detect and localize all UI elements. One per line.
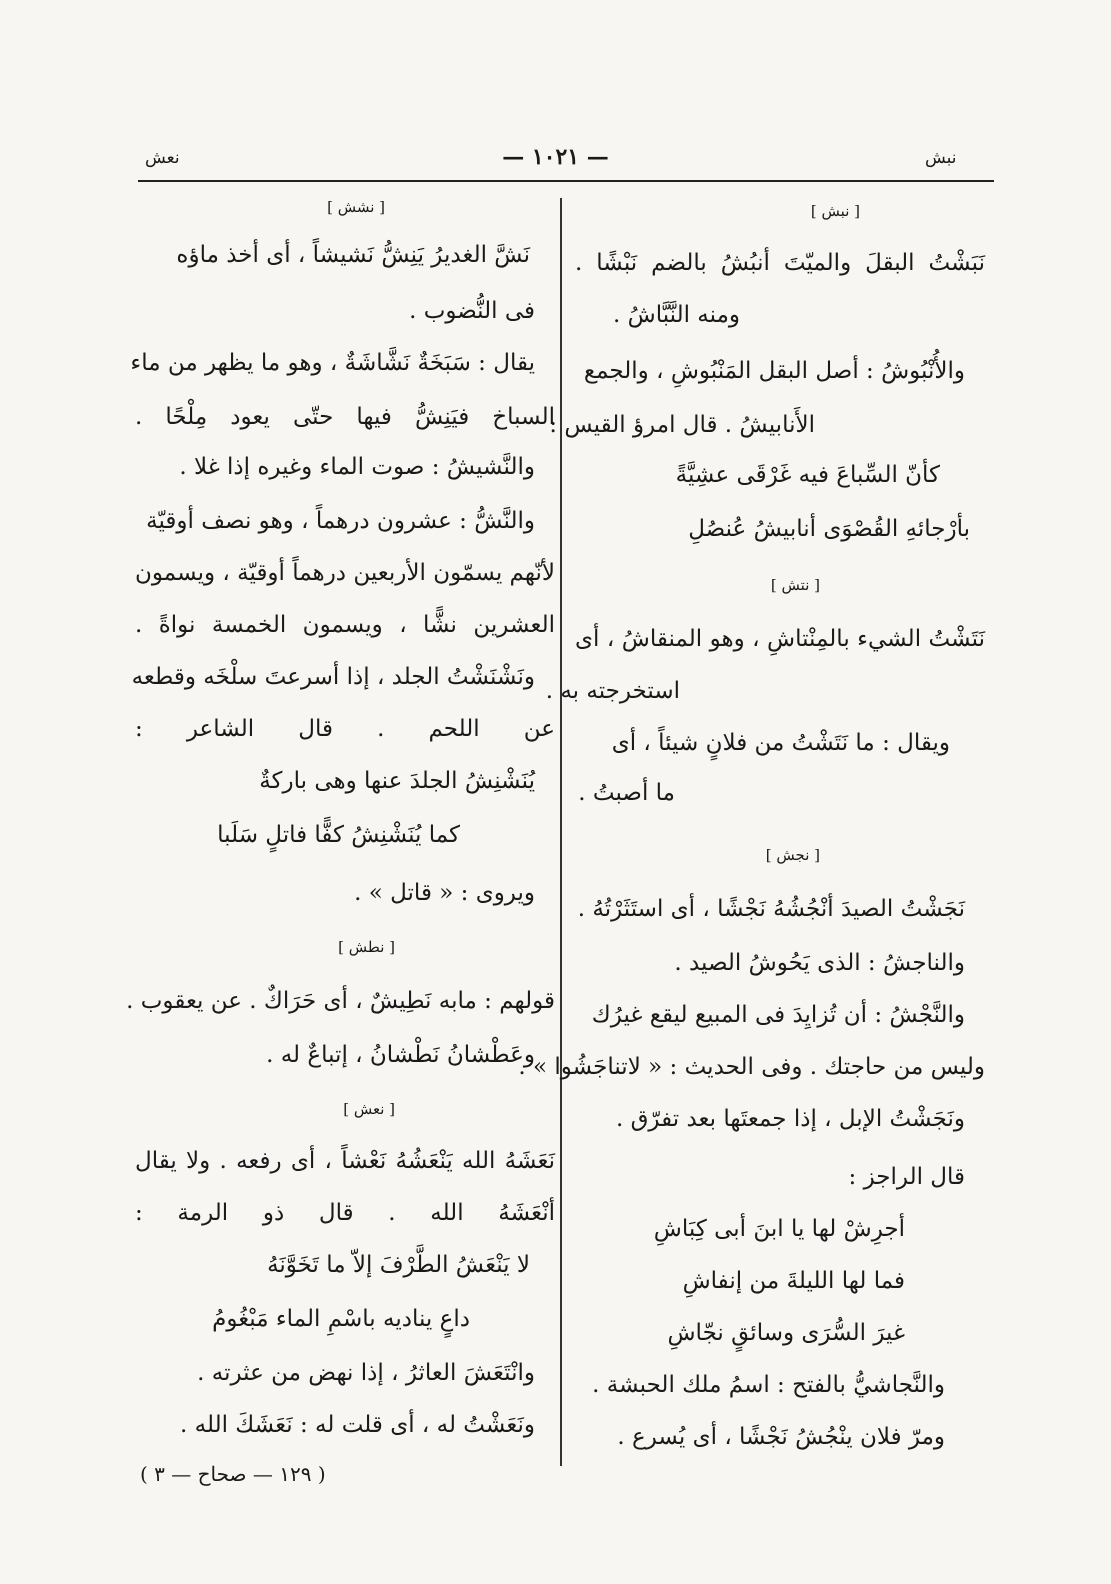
text-line: والنَّجاشيُّ بالفتح : اسمُ ملك الحبشة . [592,1372,945,1398]
text-line: أنْعَشَهُ الله . قال ذو الرمة : [135,1200,555,1226]
text-line: السباخ فيَنِشُّ فيها حتّى يعود مِلْحًا . [135,404,555,430]
text-line: داعٍ يناديه باسْمِ الماء مَبْغُومُ [212,1306,470,1332]
text-line: يقال : سَبَخَةٌ نَشَّاشَةٌ ، وهو ما يظهر من ماء [130,350,535,376]
text-line: وليس من حاجتك . وفى الحديث : « لاتناجَشُوا » . [518,1054,985,1080]
text-line: نَشَّ الغديرُ يَنِشُّ نَشيشاً ، أى أخذ ماؤه [176,242,530,268]
header-right-keyword: نبش [925,148,957,168]
text-line: نَجَشْتُ الصيدَ أنْجُشُهُ نَجْشًا ، أى استَثَرْتُهُ . [577,896,965,922]
text-line: والنَّشيشُ : صوت الماء وغيره إذا غلا . [179,454,535,480]
text-line: قولهم : مابه نَطِيشٌ ، أى حَرَاكٌ . عن يعقوب . [126,988,555,1014]
entry-heading: [ نشش ] [327,198,385,216]
text-line: فما لها الليلةَ من إنفاشِ [682,1268,905,1294]
text-line: استخرجته به . [545,678,680,704]
page-number: — ١٠٢١ — [502,144,609,170]
text-line: أجرِشْ لها يا ابنَ أبى كِبَاشِ [653,1216,905,1242]
text-line: كأنّ السِّباعَ فيه غَرْقَى عشِيَّةً [675,462,940,488]
text-line: نَبَشْتُ البقلَ والميّتَ أنبُشُ بالضم نَبْشًا . [575,250,985,276]
text-line: بأرْجائهِ القُصْوَى أنابيشُ عُنصُلِ [688,516,970,542]
text-line: فى النُّضوب . [409,298,535,324]
text-line: كما يُنَشْنِشُ كفًّا فاتلٍ سَلَبا [217,822,460,848]
text-line: ويقال : ما نَتَشْتُ من فلانٍ شيئاً ، أى [611,730,950,756]
text-line: عن اللحم . قال الشاعر : [135,716,555,742]
text-line: الأَنابيشُ . قال امرؤ القيس : [549,412,815,438]
text-line: غيرَ السُّرَى وسائقٍ نجّاشِ [667,1320,905,1346]
text-line: والنَّشُّ : عشرون درهماً ، وهو نصف أوقيّة [146,508,535,534]
text-line: ومرّ فلان ينْجُشُ نَجْشًا ، أى يُسرع . [617,1424,945,1450]
text-line: ومنه النَّبَّاشُ . [613,302,740,328]
text-line: وانْتَعَشَ العاثرُ ، إذا نهض من عثرته . [197,1360,535,1386]
text-line: ويروى : « قاتل » . [354,880,535,906]
text-line: لأنّهم يسمّون الأربعين درهماً أوقيّة ، ويسمون [135,560,555,586]
text-line: والناجشُ : الذى يَحُوشُ الصيد . [674,950,965,976]
text-line: وعَطْشانُ نَطْشانُ ، إتباعٌ له . [266,1042,535,1068]
text-line: قال الراجز : [848,1164,965,1190]
header-rule [138,180,994,182]
page-header [0,138,1111,178]
text-line: والنَّجْشُ : أن تُزايِدَ فى المبيع ليقع غيرُك [591,1002,965,1028]
entry-heading: [ نبش ] [810,202,860,220]
entry-heading: [ نجش ] [765,846,820,864]
text-line: نَتَشْتُ الشيء بالمِنْتاشِ ، وهو المنقاشُ ، أى [575,626,985,652]
header-left-keyword: نعش [145,148,180,168]
text-line: ما أصبتُ . [578,780,675,806]
text-line: ونَعَشْتُ له ، أى قلت له : نَعَشَكَ الله . [180,1412,535,1438]
column-divider [560,198,562,1466]
text-line: العشرين نشًّا ، ويسمون الخمسة نواةً . [135,612,555,638]
text-line: لا يَنْعَشُ الطَّرْفَ إلاّ ما تَخَوَّنَهُ [267,1252,530,1278]
text-line: والأُنْبُوشُ : أصل البقل المَنْبُوشِ ، والجمع [583,358,965,384]
text-line: يُنَشْنِشُ الجلدَ عنها وهى باركةٌ [259,768,535,794]
entry-heading: [ نطش ] [338,938,395,956]
text-line: ونَشْنَشْتُ الجلد ، إذا أسرعتَ سلْخَه وقطعه [131,664,535,690]
page-footer: ( ١٢٩ — صحاح — ٣ ) [140,1462,326,1486]
entry-heading: [ نعش ] [343,1100,395,1118]
text-line: نَعَشَهُ الله يَنْعَشُهُ نَعْشاً ، أى رفعه . ولا يقال [135,1148,555,1174]
entry-heading: [ نتش ] [770,576,820,594]
text-line: ونَجَشْتُ الإبل ، إذا جمعتَها بعد تفرّق . [615,1106,965,1132]
